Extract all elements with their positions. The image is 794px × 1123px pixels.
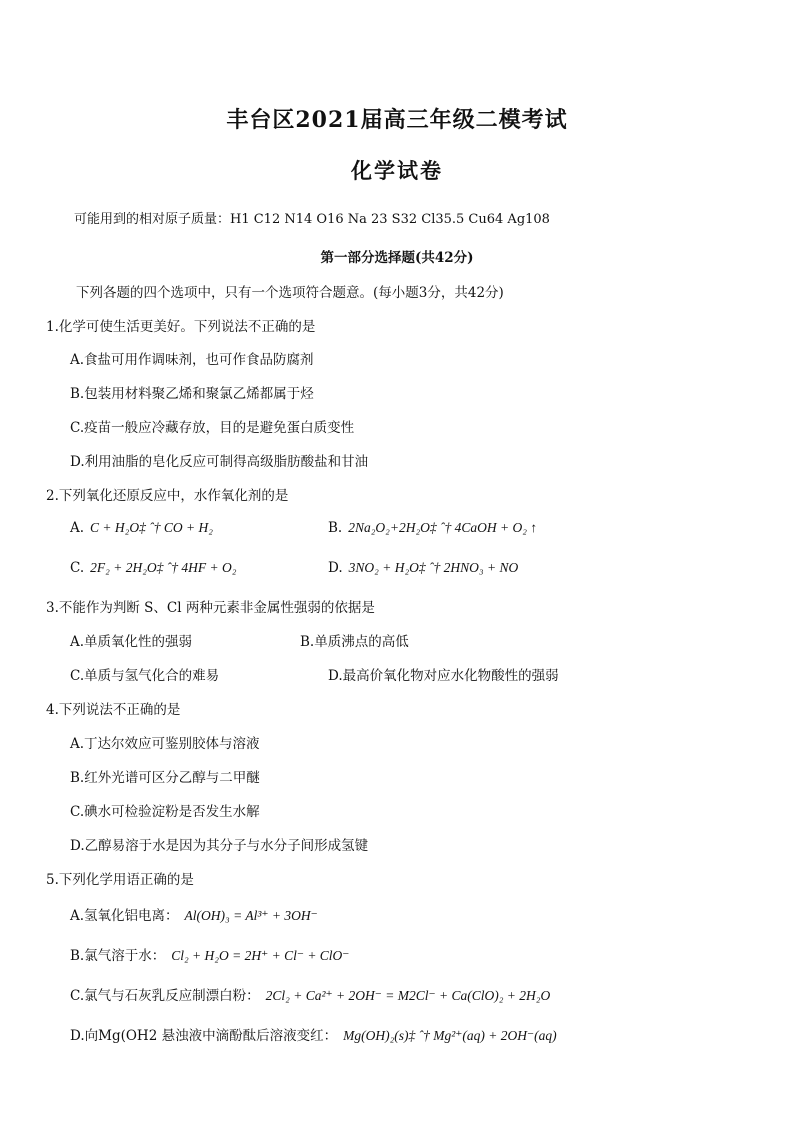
equation: Cl₂ + H₂O = 2H⁺ + Cl⁻ + ClO⁻: [171, 948, 350, 963]
question-3-option-d: D.最高价氧化物对应水化物酸性的强弱: [328, 668, 559, 684]
option-label: B.: [328, 520, 343, 536]
instructions: 下列各题的四个选项中，只有一个选项符合题意。(每小题3分，共42分): [76, 285, 504, 301]
option-label: A.: [70, 520, 85, 536]
option-label: B.氯气溶于水：: [70, 948, 166, 964]
equation: 2Na₂O₂+2H₂O‡ ˆ† 4CaOH + O₂ ↑: [348, 520, 538, 535]
equation: Al(OH)₃ = Al³⁺ + 3OH⁻: [184, 908, 318, 923]
exam-subtitle: 化学试卷: [351, 158, 443, 183]
option-label: C.氯气与石灰乳反应制漂白粉：: [70, 988, 260, 1004]
question-1-option-b: B.包装用材料聚乙烯和聚氯乙烯都属于烃: [70, 386, 314, 402]
question-4-option-c: C.碘水可检验淀粉是否发生水解: [70, 804, 260, 820]
question-5-option-d: [70, 1024, 557, 1044]
option-label: D.: [328, 560, 343, 576]
question-2-option-a: [70, 520, 213, 536]
equation: 3NO₂ + H₂O‡ ˆ† 2HNO₃ + NO: [348, 560, 519, 575]
equation: Mg(OH)₂(s)‡ ˆ† Mg²⁺(aq) + 2OH⁻(aq): [343, 1028, 557, 1043]
option-label: C.: [70, 560, 85, 576]
question-4-stem: 4.下列说法不正确的是: [46, 702, 181, 718]
question-3-option-a: A.单质氧化性的强弱: [70, 634, 193, 650]
question-4-option-b: B.红外光谱可区分乙醇与二甲醚: [70, 770, 260, 786]
equation: 2Cl₂ + Ca²⁺ + 2OH⁻ = M2Cl⁻ + Ca(ClO)₂ + 2H₂O: [265, 988, 551, 1003]
question-3-option-b: B.单质沸点的高低: [300, 634, 409, 650]
option-label: D.向Mg(OH2 悬浊液中滴酚酞后溶液变红：: [70, 1028, 338, 1044]
question-4-option-d: D.乙醇易溶于水是因为其分子与水分子间形成氢键: [70, 838, 369, 854]
question-1-option-a: A.食盐可用作调味剂，也可作食品防腐剂: [70, 352, 314, 368]
equation: 2F₂ + 2H₂O‡ ˆ† 4HF + O₂: [90, 560, 237, 575]
question-2-stem: 2.下列氧化还原反应中，水作氧化剂的是: [46, 488, 289, 504]
question-2-option-b: [328, 520, 537, 536]
question-2-option-d: [328, 560, 518, 576]
equation: C + H₂O‡ ˆ† CO + H₂: [90, 520, 213, 535]
atomic-mass-line: 可能用到的相对原子质量：H1 C12 N14 O16 Na 23 S32 Cl35.5 Cu64 Ag108: [74, 212, 550, 227]
section-title: 第一部分选择题(共42分): [320, 250, 474, 266]
question-3-option-c: C.单质与氢气化合的难易: [70, 668, 220, 684]
question-3-stem: 3.不能作为判断 S、Cl 两种元素非金属性强弱的依据是: [46, 600, 375, 616]
question-1-stem: 1.化学可使生活更美好。下列说法不正确的是: [46, 319, 316, 335]
question-5-option-b: [70, 944, 349, 964]
exam-title: 丰台区2021届高三年级二模考试: [226, 107, 568, 133]
question-5-option-c: [70, 984, 550, 1004]
option-label: A.氢氧化铝电离：: [70, 908, 179, 924]
question-5-option-a: [70, 904, 318, 924]
question-1-option-d: D.利用油脂的皂化反应可制得高级脂肪酸盐和甘油: [70, 454, 369, 470]
question-2-option-c: [70, 560, 236, 576]
question-4-option-a: A.丁达尔效应可鉴别胶体与溶液: [70, 736, 260, 752]
question-1-option-c: C.疫苗一般应冷藏存放，目的是避免蛋白质变性: [70, 420, 355, 436]
question-5-stem: 5.下列化学用语正确的是: [46, 872, 194, 888]
